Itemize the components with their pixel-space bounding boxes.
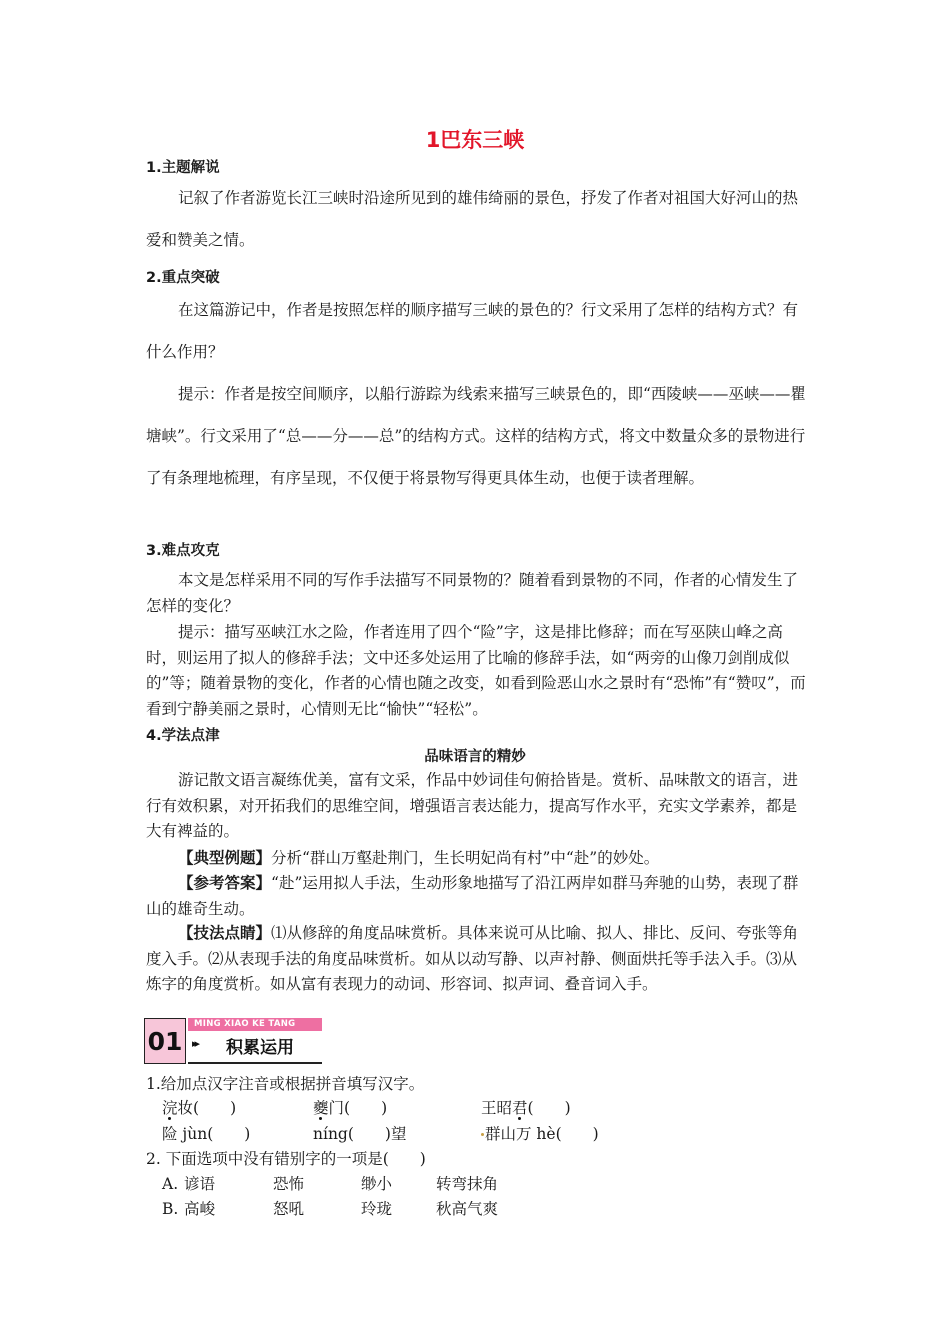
tips-paragraph bbox=[146, 920, 806, 998]
section-banner bbox=[144, 1018, 324, 1064]
focus-question: 在这篇游记中，作者是按照怎样的顺序描写三峡的景色的？行文采用了怎样的结构方式？有什么作用？ bbox=[146, 301, 799, 361]
option-word: 谚语 bbox=[184, 1175, 216, 1193]
q1-item: 夔门( ) bbox=[313, 1099, 388, 1117]
option-word: 秋高气爽 bbox=[436, 1200, 499, 1218]
section-heading-3: 3.难点攻克 bbox=[146, 543, 220, 559]
option-a bbox=[162, 1172, 498, 1194]
difficulty-question: 本文是怎样采用不同的写作手法描写不同景物的？随着看到景物的不同，作者的心情发生了怎样的变化？ bbox=[146, 571, 799, 615]
option-word: 怒吼 bbox=[273, 1200, 305, 1218]
difficulty-hint: 提示：描写巫峡江水之险，作者连用了四个“险”字，这是排比修辞；而在写巫陕山峰之高时，则运用了拟人的修辞手法；文中还多处运用了比喻的修辞手法，如“两旁的山像刀剑削成似的”等；随着景物的变化，作者的心情也随之改变，如看到险恶山水之景时有“恐怖”有“赞叹”，而看到宁静美丽之景时，心情则无比“愉快”“轻松”。 bbox=[146, 623, 806, 718]
tips-text: ⑴从修辞的角度品味赏析。具体来说可从比喻、拟人、排比、反问、夸张等角度入手。⑵从表现手法的角度品味赏析。如从以动写静、以声衬静、侧面烘托等手法入手。⑶从炼字的角度赏析。如从富有表现力的动词、形容词、拟声词、叠音词入手。 bbox=[146, 924, 799, 993]
focus-hint: 提示：作者是按空间顺序，以船行游踪为线索来描写三峡景色的，即“西陵峡——巫峡——瞿塘峡”。行文采用了“总——分——总”的结构方式。这样的结构方式，将文中数量众多的景物进行了有条理地梳理，有序呈现，不仅便于将景物写得更具体生动，也便于读者理解。 bbox=[146, 385, 806, 487]
section-heading-1: 1.主题解说 bbox=[146, 160, 220, 176]
q1-item: níng( )望 bbox=[313, 1125, 407, 1143]
option-label: A. bbox=[162, 1175, 179, 1193]
answer-tag: 【参考答案】 bbox=[178, 873, 272, 892]
option-word: 恐怖 bbox=[273, 1175, 305, 1193]
method-subtitle: 品味语言的精妙 bbox=[424, 749, 526, 765]
option-word: 缈小 bbox=[361, 1175, 393, 1193]
example-tag: 【典型例题】 bbox=[178, 848, 272, 867]
q1-item: 王昭君( ) bbox=[481, 1099, 571, 1117]
dotted-char: 浣 bbox=[162, 1099, 178, 1117]
section-heading-2: 2.重点突破 bbox=[146, 270, 220, 286]
answer-paragraph bbox=[146, 870, 806, 922]
dotted-char: 君 bbox=[512, 1099, 528, 1117]
method-intro: 游记散文语言凝练优美，富有文采，作品中妙词佳句俯拾皆是。赏析、品味散文的语言，进行有效积累，对开拓我们的思维空间，增强语言表达能力，提高写作水平，充实文学素养，都是大有裨益的。 bbox=[146, 771, 799, 840]
banner-label: 积累运用 bbox=[226, 1038, 294, 1058]
example-text: 分析“群山万壑赴荆门，生长明妃尚有村”中“赴”的妙处。 bbox=[271, 849, 660, 867]
page-title: 1巴东三峡 bbox=[425, 128, 525, 152]
option-label: B. bbox=[162, 1200, 179, 1218]
question-2: 2. 下面选项中没有错别字的一项是( ) bbox=[146, 1150, 426, 1168]
option-b bbox=[162, 1197, 498, 1219]
option-word: 转弯抹角 bbox=[436, 1175, 499, 1193]
example-paragraph bbox=[146, 845, 806, 872]
banner-underline bbox=[188, 1062, 322, 1064]
option-word: 高峻 bbox=[184, 1200, 216, 1218]
theme-paragraph: 记叙了作者游览长江三峡时沿途所见到的雄伟绮丽的景色，抒发了作者对祖国大好河山的热爱和赞美之情。 bbox=[146, 189, 799, 249]
tips-tag: 【技法点睛】 bbox=[178, 923, 272, 942]
section-heading-4: 4.学法点津 bbox=[146, 728, 220, 744]
option-word: 玲珑 bbox=[361, 1200, 393, 1218]
question-1: 1.给加点汉字注音或根据拼音填写汉字。 bbox=[146, 1075, 425, 1093]
banner-english: MING XIAO KE TANG bbox=[194, 1019, 296, 1029]
answer-text: “赴”运用拟人手法，生动形象地描写了沿江两岸如群马奔驰的山势，表现了群山的雄奇生动。 bbox=[146, 874, 799, 918]
q1-item: 险 jùn( ) bbox=[162, 1125, 251, 1143]
q1-item: 浣妆( ) bbox=[162, 1099, 237, 1117]
dotted-char: 夔 bbox=[313, 1099, 329, 1117]
stray-mark bbox=[481, 1133, 484, 1136]
q1-item: 群山万 hè( ) bbox=[485, 1125, 599, 1143]
double-arrow-icon: ▸▸ bbox=[192, 1037, 198, 1050]
banner-number: 01 bbox=[144, 1018, 186, 1064]
